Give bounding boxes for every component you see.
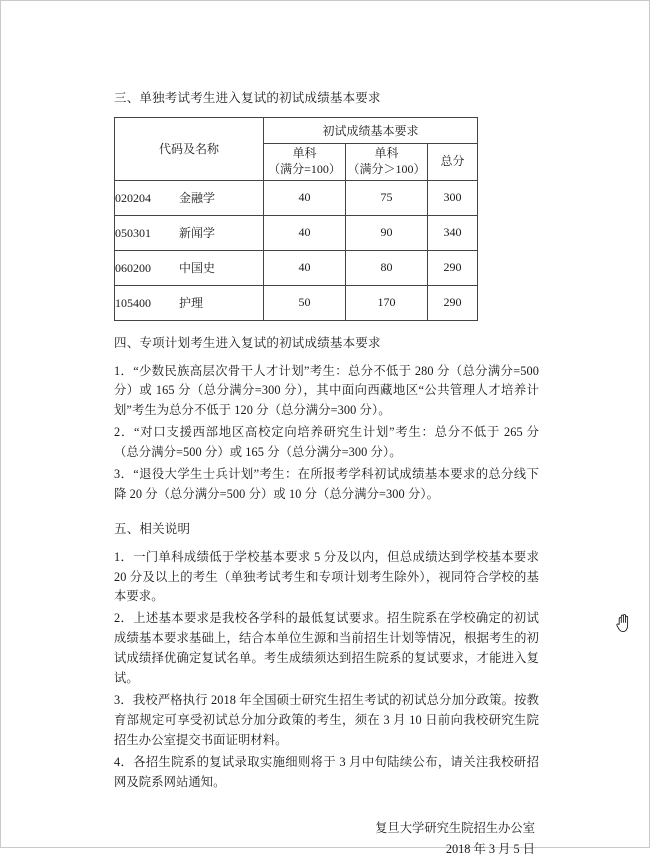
table-cell-code-name: [115, 180, 264, 215]
table-cell-sub2: 75: [346, 180, 428, 215]
table-cell-code-name: [115, 250, 264, 285]
table-header-group: 初试成绩基本要求: [264, 117, 478, 143]
table-cell-code-name: [115, 215, 264, 250]
major-code: 105400: [115, 296, 151, 311]
section-5-heading: 五、相关说明: [114, 521, 191, 536]
table-row: [115, 215, 478, 250]
section-4-item-2: 2．“对口支援西部地区高校定向培养研究生计划”考生：总分不低于 265 分（总分满分=500 分）或 165 分（总分满分=300 分）。: [114, 425, 539, 460]
major-code: 020204: [115, 191, 151, 206]
signature-date: 2018 年 3 月 5 日: [445, 841, 535, 856]
table-cell-total: 290: [428, 250, 478, 285]
score-requirements-table: [114, 117, 478, 321]
table-row: [115, 285, 478, 320]
major-name: 新闻学: [179, 226, 216, 241]
spacer: [114, 507, 539, 520]
table-header-sub2-line1: 单科: [374, 146, 399, 161]
signature-office: 复旦大学研究生院招生办公室: [375, 821, 535, 836]
major-name: 金融学: [179, 191, 216, 206]
table-row: [115, 250, 478, 285]
section-5-item-1: 1．一门单科成绩低于学校基本要求 5 分及以内，但总成绩达到学校基本要求 20 分及以上的考生（单独考试考生和专项计划考生除外），视同符合学校的基本要求。: [114, 549, 539, 604]
table-cell-sub1: 40: [264, 215, 346, 250]
section-4-item-1: 1．“少数民族高层次骨干人才计划”考生：总分不低于 280 分（总分满分=500 分）或 165 分（总分满分=300 分），其中面向西藏地区“公共管理人才培养计划”考生为总分不低于 120 分（总分满分=300 分）。: [114, 363, 539, 418]
table-header-code-name: 代码及名称: [115, 117, 264, 180]
table-header-sub2-line2: （满分＞100）: [347, 161, 426, 176]
table-header-sub1: [264, 143, 346, 180]
major-name: 护理: [179, 296, 204, 311]
hand-cursor-icon: [615, 613, 633, 633]
section-5-item-3: 3．我校严格执行 2018 年全国硕士研究生招生考试的初试总分加分政策。按教育部规定可享受初试总分加分政策的考生，须在 3 月 10 日前向我校研究生院招生办公室提交书面证明材料。: [114, 692, 539, 747]
major-code: 060200: [115, 261, 151, 276]
table-cell-sub2: 170: [346, 285, 428, 320]
table-header-row-group: [115, 117, 478, 143]
table-cell-sub2: 90: [346, 215, 428, 250]
table-header-sub1-line2: （满分=100）: [268, 161, 341, 176]
spacer: [114, 321, 539, 334]
table-cell-total: 340: [428, 215, 478, 250]
table-cell-sub2: 80: [346, 250, 428, 285]
document-content: [114, 89, 539, 859]
table-cell-code-name: [115, 285, 264, 320]
section-3-heading: 三、单独考试考生进入复试的初试成绩基本要求: [114, 91, 381, 105]
table-header-sub2: [346, 143, 428, 180]
section-5-item-4: 4．各招生院系的复试录取实施细则将于 3 月中旬陆续公布，请关注我校研招网及院系网站通知。: [114, 754, 539, 789]
table-row: [115, 180, 478, 215]
section-4-item-3: 3．“退役大学生士兵计划”考生：在所报考学科初试成绩基本要求的总分线下降 20 分（总分满分=500 分）或 10 分（总分满分=300 分）。: [114, 467, 539, 501]
table-cell-total: 300: [428, 180, 478, 215]
table-header-sub1-line1: 单科: [292, 146, 317, 161]
table-cell-sub1: 40: [264, 180, 346, 215]
table-cell-total: 290: [428, 285, 478, 320]
section-4-heading: 四、专项计划考生进入复试的初试成绩基本要求: [114, 335, 381, 350]
major-code: 050301: [115, 226, 151, 241]
signature-block: [114, 818, 539, 859]
table-cell-sub1: 40: [264, 250, 346, 285]
major-name: 中国史: [179, 261, 216, 276]
section-5-item-2: 2．上述基本要求是我校各学科的最低复试要求。招生院系在学校确定的初试成绩基本要求基础上，结合本单位生源和当前招生计划等情况，根据考生的初试成绩择优确定复试名单。考生成绩须达到招生院系的复试要求，才能进入复试。: [114, 611, 539, 686]
table-cell-sub1: 50: [264, 285, 346, 320]
table-header-total: 总分: [428, 143, 478, 180]
